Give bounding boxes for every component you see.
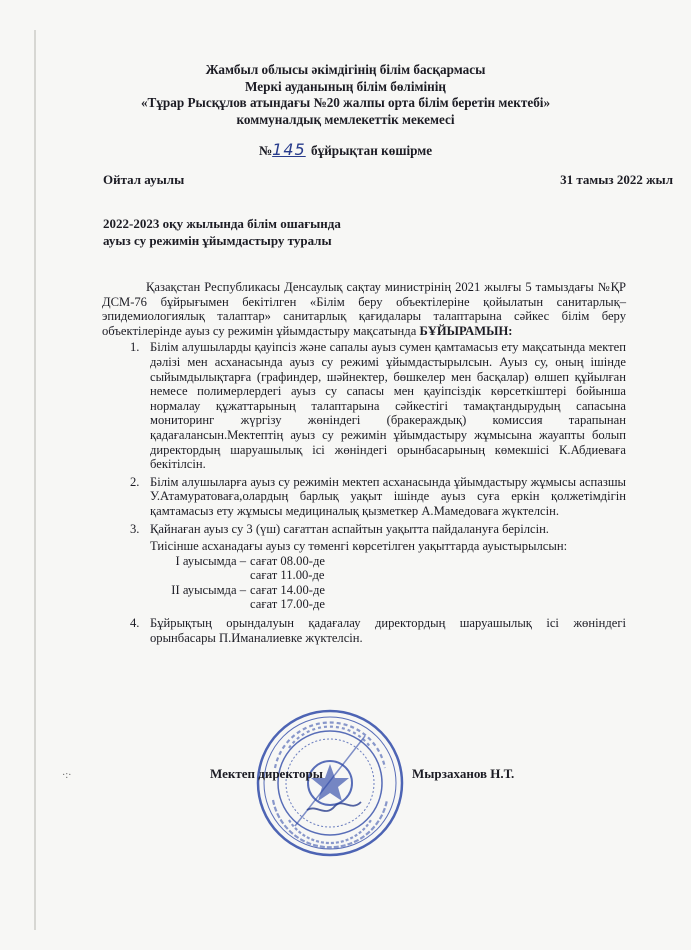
order-item: [102, 522, 626, 537]
order-item: [102, 616, 626, 645]
date: 31 тамыз 2022 жыл: [560, 172, 673, 187]
scan-dots: ·:·: [62, 770, 72, 781]
order-list-continued: [102, 616, 626, 645]
schedule-note: Тиісінше асханадағы ауыз су төменгі көрсетілген уақыттарда ауыстырылсын:: [150, 539, 568, 554]
shift-time: сағат 11.00-де: [250, 568, 325, 583]
letterhead: [0, 62, 691, 128]
place: Ойтал ауылы: [103, 172, 185, 187]
water-change-schedule: [102, 539, 626, 612]
subject-line-1: 2022-2023 оқу жылында білім ошағында: [103, 216, 341, 231]
shift-time: сағат 08.00-де: [250, 553, 325, 568]
order-number: 2.: [130, 474, 140, 489]
shift-label: [102, 568, 250, 583]
order-number: 1.: [130, 340, 140, 355]
signature-title: Мектеп директоры: [210, 766, 323, 781]
order-list: [102, 340, 626, 536]
subject-line-2: ауыз су режимін ұйымдастыру туралы: [103, 233, 332, 248]
order-number: 3.: [130, 521, 140, 536]
shift-label: ІІ ауысымда –: [171, 582, 246, 597]
copy-number-handwritten: 145: [272, 140, 306, 159]
order-text: Бұйрықтың орындалуын қадағалау директордың шаруашылық ісі жөніндегі орынбасары П.Иманалиевке жүктелсін.: [150, 616, 626, 645]
shift-label: [102, 597, 250, 612]
order-text: Білім алушыларға ауыз су режимін мектеп асханасында ұйымдастыру жұмысы аспазшы У.Атамуратоваға,олардың барлық уақыт ішінде ауыз суға еркін қолжетімдігін қамтамасыз ету жұмысы медициналық қызметкер А.Мамедоваға жүктелсін.: [150, 474, 626, 518]
order-number: 4.: [130, 616, 140, 631]
intro-paragraph: [102, 280, 626, 338]
scan-artifact-line: [34, 30, 36, 930]
letterhead-line-1: Жамбыл облысы әкімдігінің білім басқармасы: [205, 62, 486, 77]
letterhead-line-2: Меркі ауданының білім бөлімінің: [244, 78, 446, 94]
official-round-seal: [255, 708, 405, 858]
schedule-row: [102, 597, 626, 612]
shift-label: І ауысымда –: [175, 553, 246, 568]
shift-time: сағат 17.00-де: [250, 597, 325, 612]
schedule-row: [102, 568, 626, 583]
order-subject: [103, 215, 341, 249]
copy-title: [0, 140, 691, 159]
schedule-row: [102, 554, 626, 569]
copy-label: бұйрықтан көшірме: [311, 143, 433, 158]
signature-name: Мырзаханов Н.Т.: [412, 766, 515, 781]
order-text: Білім алушыларды қауіпсіз және сапалы ауыз сумен қамтамасыз ету мақсатында мектеп дәлізі мен асханасында ауыз су режимі ұйымдастырылсын. Ауыз су, оның ішінде сыйымдылықтарға (графиндер, шәйнектер, бөшкелер мен басқалар) өлшеп құйылған немесе полимерлердегі ауыз су сапасы мен қауіпсіздік көрсеткіштері бойынша нормалау құжаттарының талаптарына сәйкестігі тамақтандырудың сапасына мониторинг жүргізу жөніндегі (бракераждық) комиссия тарапынан қадағалансын.Мектептің ауыз су режимін ұйымдастыру жұмысына жауапты болып директордың шаруашылық ісі жөніндегі орынбасарының көмекшісі К.Абдиеваға бекітілсін.: [150, 340, 626, 472]
order-text: Қайнаған ауыз су 3 (үш) сағаттан аспайтын уақытта пайдалануға берілсін.: [150, 521, 549, 536]
shift-time: сағат 14.00-де: [250, 582, 325, 597]
intro-text: Қазақстан Республикасы Денсаулық сақтау министрінің 2021 жылғы 5 тамыздағы №ҚР ДСМ-76 бұйрығымен бекітілген «Білім беру объектілеріне қойылатын санитарлық–эпидемиологиялық талаптар» санитарлық қағидалары талаптарына сәйкес білім беру объектілерінде ауыз су режимін ұйымдастыру мақсатында: [102, 280, 626, 338]
letterhead-line-4: коммуналдық мемлекеттік мекемесі: [236, 111, 455, 127]
order-item: [102, 475, 626, 519]
order-item: [102, 340, 626, 471]
order-body: [102, 280, 626, 648]
letterhead-line-3: «Тұрар Рысқұлов атындағы №20 жалпы орта білім беретін мектебі»: [140, 95, 551, 110]
schedule-row: [102, 583, 626, 598]
order-keyword: БҰЙЫРАМЫН:: [419, 323, 513, 338]
copy-number-prefix: №: [258, 143, 273, 158]
